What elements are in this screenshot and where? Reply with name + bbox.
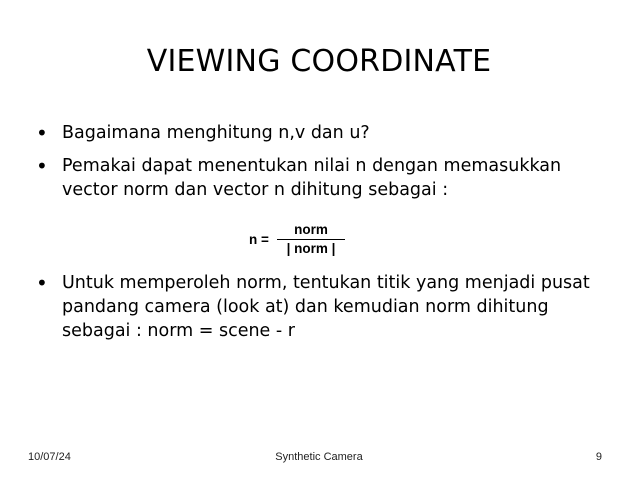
bullet-item	[36, 154, 616, 202]
bullet-symbol: •	[36, 154, 48, 178]
formula-numerator: norm	[294, 222, 328, 237]
formula-lhs: n =	[249, 232, 269, 247]
footer-title: Synthetic Camera	[275, 451, 363, 463]
fraction-bar	[277, 239, 345, 240]
slide-title: VIEWING COORDINATE	[146, 44, 492, 79]
bullet-text: Bagaimana menghitung n,v dan u?	[62, 123, 370, 143]
bullet-symbol: •	[36, 121, 48, 145]
formula-denominator: | norm |	[286, 241, 336, 256]
bullet-text: Untuk memperoleh norm, tentukan titik yang menjadi pusat pandang camera (look at) dan kemudian norm dihitung sebagai : norm = scene - r	[62, 273, 590, 341]
normal-vector-formula	[249, 222, 359, 258]
bullet-item	[36, 271, 616, 343]
bullet-text: Pemakai dapat menentukan nilai n dengan memasukkan vector norm dan vector n dihitung sebagai :	[62, 156, 562, 200]
footer-date: 10/07/24	[28, 451, 71, 463]
bullet-item	[36, 121, 616, 145]
page-number: 9	[595, 451, 602, 463]
bullet-symbol: •	[36, 271, 48, 295]
